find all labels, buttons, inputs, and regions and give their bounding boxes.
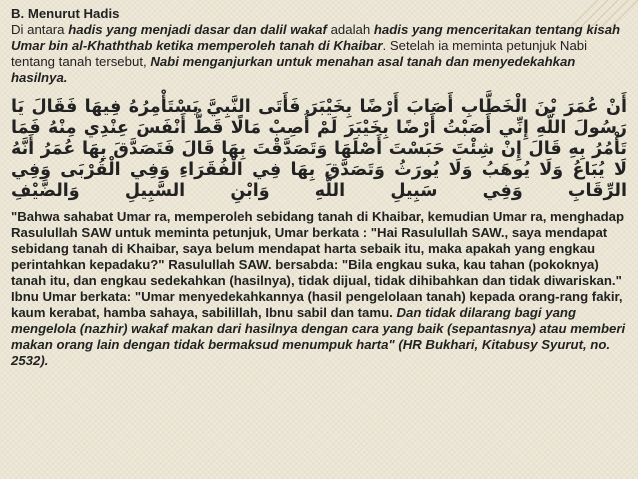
translation-part-1: "Bahwa sahabat Umar ra, memperoleh sebidang tanah di Khaibar, kemudian Umar ra, menghadap Rasulullah SAW untuk meminta petunjuk, Umar berkata : "Hai Rasulullah SAW., saya mendapat sebidang tanah di Khaibar, saya belum mendapat harta sebaik itu, maka apakah yang engkau perintahkan kepadaku?" Rasulullah SAW. bersabda: "Bila engkau suka, kau tahan (pokoknya) tanah itu, dan engkau sedekahkan (hasilnya), tidak dijual, tidak dihibahkan dan tidak diwariskan." Ibnu Umar berkata: "Umar menyedekahkannya (hasil pengelolaan tanah) kepada orang-rang fakir, kaum kerabat, hamba sahaya, sabilillah, Ibnu sabil dan tamu. bbox=[11, 209, 625, 320]
intro-emphasis-1: hadis yang menjadi dasar dan dalil wakaf bbox=[68, 22, 327, 37]
hadith-translation bbox=[11, 209, 627, 369]
intro-emphasis-3: Nabi menganjurkan untuk menahan asal tanah dan menyedekahkan hasilnya. bbox=[11, 54, 576, 85]
intro-text-3: . Setelah ia meminta petunjuk Nabi tentang tanah tersebut, bbox=[11, 38, 588, 69]
intro-paragraph bbox=[11, 22, 627, 86]
translation-part-2: Dan tidak dilarang bagi yang mengelola (nazhir) wakaf makan dari hasilnya dengan cara yang baik (sepantasnya) atau memberi makan orang lain dengan tidak bermaksud menumpuk harta" (HR Bukhari, Kitabusy Syurut, no. 2532). bbox=[11, 305, 626, 368]
intro-emphasis-2: hadis yang menceritakan tentang kisah Umar bin al-Khaththab ketika memperoleh tanah di Khaibar bbox=[11, 22, 621, 53]
intro-text-2: adalah bbox=[326, 22, 374, 37]
arabic-hadith-text: أَنْ عُمَرَ بْنَ الْخَطَّابِ أَصَابَ أَرْضًا بِخَيْبَرَ فَأَتَى النَّبِيَّ يَسْتَأْمِرُهُ فِيهَا فَقَالَ يَا رَسُولَ اللَّهِ إِنِّي أَصَبْتُ أَرْضًا بِخَيْبَرَ لَمْ أُصِبْ مَالًا قَطُّ أَنْفَسَ عِنْدِي مِنْهُ فَمَا تَأْمُرُ بِهِ قَالَ إِنْ شِئْتَ حَبَسْتَ أَصْلَهَا وَتَصَدَّقْتَ بِهَا قَالَ فَتَصَدَّقَ بِهَا عُمَرُ أَنَّهُ لَا يُبَاعُ وَلَا يُوهَبُ وَلَا يُورَثُ وَتَصَدَّقَ بِهَا فِي الْفُقَرَاءِ وَفِي الْقُرْبَى وَفِي الرِّقَابِ وَفِي سَبِيلِ اللَّهِ وَابْنِ السَّبِيلِ وَالضَّيْفِ bbox=[11, 97, 627, 201]
slide-content bbox=[11, 6, 627, 369]
intro-text-1: Di antara bbox=[11, 22, 69, 37]
section-heading: B. Menurut Hadis bbox=[11, 6, 120, 21]
